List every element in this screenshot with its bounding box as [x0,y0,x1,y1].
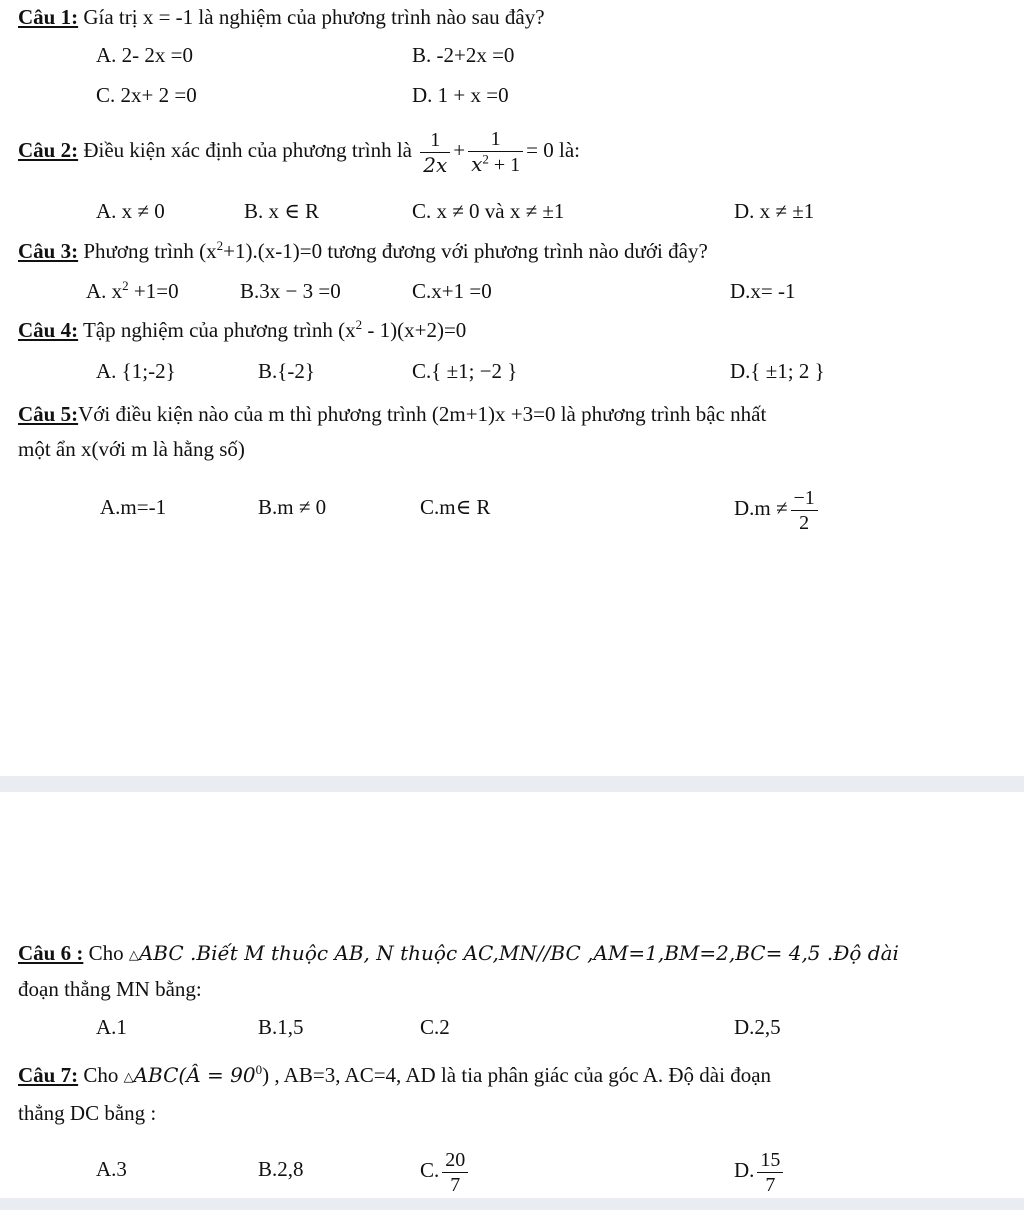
question-7-line-2: thẳng DC bằng : [18,1101,157,1125]
question-6-option-b: B.1,5 [258,1015,304,1039]
question-3-option-a: A. $x^2 +1=0$ [86,278,179,303]
question-2 [18,122,580,178]
question-1-label: Câu 1: [18,5,79,29]
question-1 [18,4,545,30]
question-2-text: Điều kiện xác định của phương trình là [78,138,412,162]
question-3-label: Câu 3: [18,239,79,263]
question-2-fraction-1: $\frac{1}{2x}$ [420,128,450,177]
question-2-tail: là: [559,138,581,162]
question-7-option-b: B.2,8 [258,1157,304,1181]
question-4-option-a: A. {1;-2} [96,359,176,383]
question-2-equals: = 0 [526,138,554,162]
question-4-label: Câu 4: [18,318,79,342]
question-5-line-2: một ẩn x(với m là hằng số) [18,437,245,461]
question-3-option-c: C.x+1 =0 [412,279,492,303]
question-6-option-c: C.2 [420,1015,450,1039]
question-2-plus: + [453,138,466,162]
question-1-text: Gía trị x = -1 là nghiệm của phương trình nào sau đây? [78,5,545,29]
question-4-option-c: C.{ ±1; −2 } [412,359,518,383]
question-4: Câu 4: Tập nghiệm của phương trình $(x^2 - 1)(x+2)=0$ [18,317,467,342]
question-7-option-c-fraction: $\frac{20}{7}$ [442,1148,468,1197]
question-1-option-c: C. 2x+ 2 =0 [96,83,197,107]
question-2-option-b: B. x ∈ R [244,199,320,223]
question-7-option-d-fraction: $\frac{15}{7}$ [757,1148,783,1197]
question-5-option-b: B.m ≠ 0 [258,495,327,519]
question-5: Câu 5:Với điều kiện nào của m thì phương trình (2m+1)x +3=0 là phương trình bậc nhất [18,402,767,426]
question-7-option-d: D. $\frac{15}{7}$ [734,1142,786,1198]
page-separator [0,776,1024,792]
question-2-option-a: A. x ≠ 0 [96,199,165,223]
question-3-option-d: D.x= -1 [730,279,796,303]
question-3: Câu 3: Phương trình $(x^2+1).(x-1)=0$ tương đương với phương trình nào dưới đây? [18,238,708,263]
triangle-icon: △ [128,947,139,963]
question-5-label: Câu 5: [18,402,79,426]
question-5-option-d-fraction: $\frac{-1}{2}$ [791,486,818,535]
question-2-fraction-2: $\frac{1}{x^2 + 1}$ [468,127,523,177]
question-6-option-a: A.1 [96,1015,127,1039]
question-7-option-c: C. $\frac{20}{7}$ [420,1142,471,1198]
question-1-option-d: D. 1 + x =0 [412,83,509,107]
question-6-label: Câu 6 : [18,941,84,965]
question-2-option-c: C. x ≠ 0 và x ≠ ±1 [412,199,565,223]
question-7-option-a: A.3 [96,1157,127,1181]
question-7-label: Câu 7: [18,1063,79,1087]
question-1-option-b: B. -2+2x =0 [412,43,515,67]
question-6: Câu 6 : Cho △ABC .Biết M thuộc AB, N thuộc AC,MN//BC ,AM=1,BM=2,BC= 4,5 .Độ dài [18,941,899,965]
question-7: Câu 7: Cho △ABC(Â = $90^0$) , AB=3, AC=4, AD là tia phân giác của góc A. Độ dài đoạn [18,1062,772,1087]
question-1-option-a: A. 2- 2x =0 [96,43,194,67]
question-5-option-d: D.m ≠ $\frac{-1}{2}$ [734,480,821,536]
question-3-option-b: B.3x − 3 =0 [240,279,341,303]
document-page-2 [0,792,1024,1210]
triangle-icon: △ [123,1069,134,1085]
page-bottom-edge [0,1198,1024,1210]
question-6-line-2: đoạn thẳng MN bằng: [18,977,202,1001]
question-2-label: Câu 2: [18,138,79,162]
question-5-option-c: C.m∈ R [420,495,491,519]
question-5-option-a: A.m=-1 [100,495,167,519]
question-2-option-d: D. x ≠ ±1 [734,199,815,223]
question-4-option-d: D.{ ±1; 2 } [730,359,825,383]
question-6-option-d: D.2,5 [734,1015,781,1039]
question-4-option-b: B.{-2} [258,359,315,383]
